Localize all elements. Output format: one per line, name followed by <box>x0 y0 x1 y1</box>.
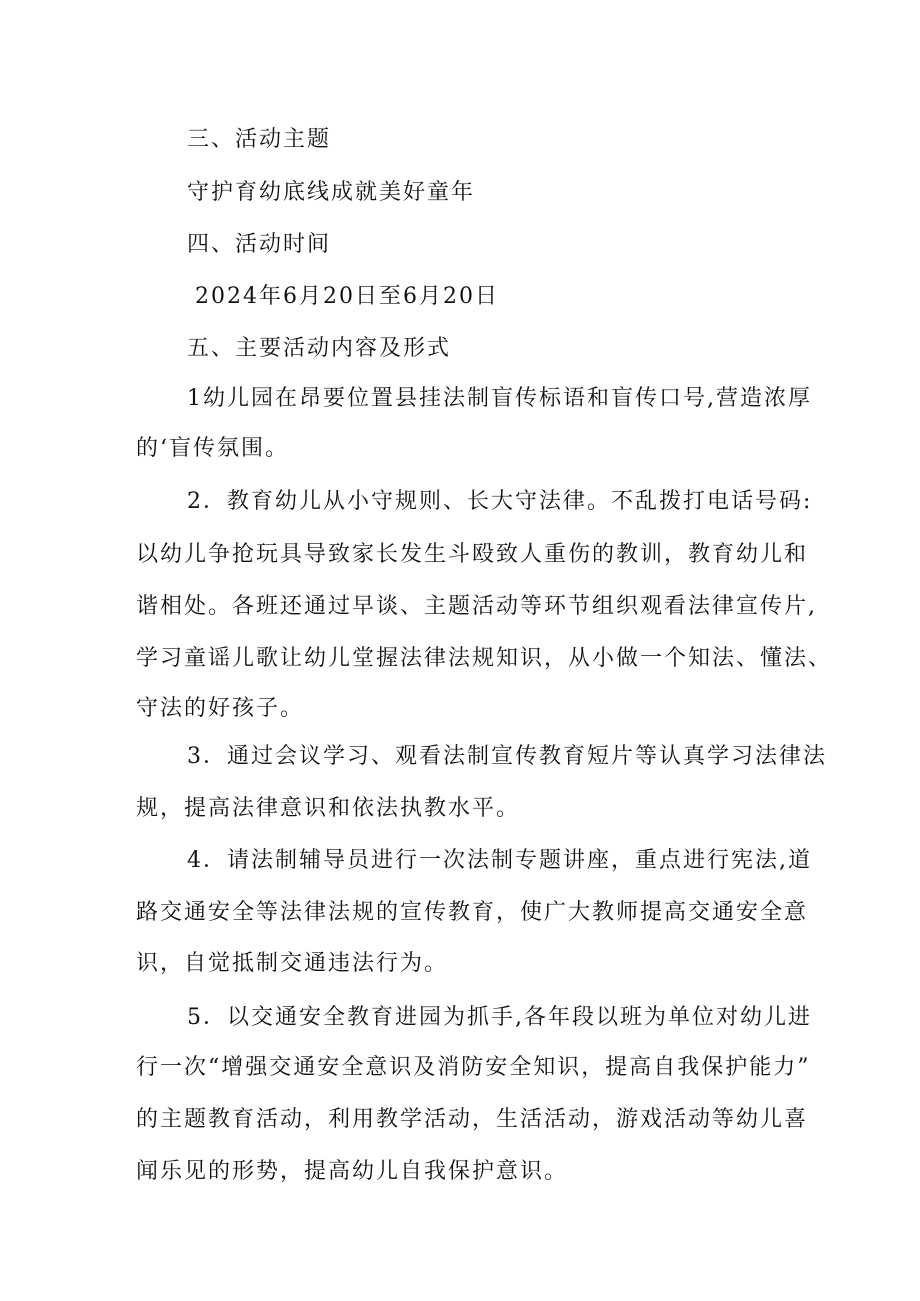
paragraph-3-line-1: 3．通过会议学习、观看法制宣传教育短片等认真学习法律法 <box>187 744 827 769</box>
paragraph-5-line-2: 行一次“增强交通安全意识及消防安全知识，提高自我保护能力” <box>136 1055 811 1080</box>
paragraph-4-line-1: 4．请法制辅导员进行一次法制专题讲座，重点进行宪法,道 <box>187 848 812 873</box>
paragraph-5-line-1: 5．以交通安全教育进园为抓手,各年段以班为单位对幼儿进 <box>187 1005 812 1030</box>
section-heading-time: 四、活动时间 <box>187 232 332 257</box>
paragraph-2-line-1: 2．教育幼儿从小守规则、长大守法律。不乱拨打电话号码: <box>187 489 813 514</box>
paragraph-2-line-2: 以幼儿争抢玩具导致家长发生斗殴致人重伤的教训，教育幼儿和 <box>136 542 809 567</box>
paragraph-2-line-5: 守法的好孩子。 <box>136 696 305 721</box>
section-heading-theme: 三、活动主题 <box>187 127 332 152</box>
paragraph-3-line-2: 规，提高法律意识和依法执教水平。 <box>136 796 521 821</box>
section-heading-content: 五、主要活动内容及形式 <box>187 336 452 361</box>
theme-text: 守护育幼底线成就美好童年 <box>187 180 476 205</box>
paragraph-4-line-3: 识，自觉抵制交通违法行为。 <box>136 951 449 976</box>
paragraph-2-line-3: 谐相处。各班还通过早谈、主题活动等环节组织观看法律宣传片, <box>136 594 817 619</box>
paragraph-5-line-3: 的主题教育活动，利用教学活动，生活活动，游戏活动等幼儿喜 <box>136 1107 809 1132</box>
paragraph-5-line-4: 闻乐见的形势，提高幼儿自我保护意识。 <box>136 1159 569 1184</box>
paragraph-1-line-2: 的‘盲传氛围。 <box>136 436 289 461</box>
activity-date: 2024年6月20日至6月20日 <box>195 284 499 309</box>
paragraph-1-line-1: 1幼儿园在昂要位置县挂法制盲传标语和盲传口号,营造浓厚 <box>187 386 812 411</box>
paragraph-4-line-2: 路交通安全等法律法规的宣传教育，使广大教师提高交通安全意 <box>136 900 809 925</box>
paragraph-2-line-4: 学习童谣儿歌让幼儿堂握法律法规知识，从小做一个知法、懂法、 <box>136 646 833 671</box>
